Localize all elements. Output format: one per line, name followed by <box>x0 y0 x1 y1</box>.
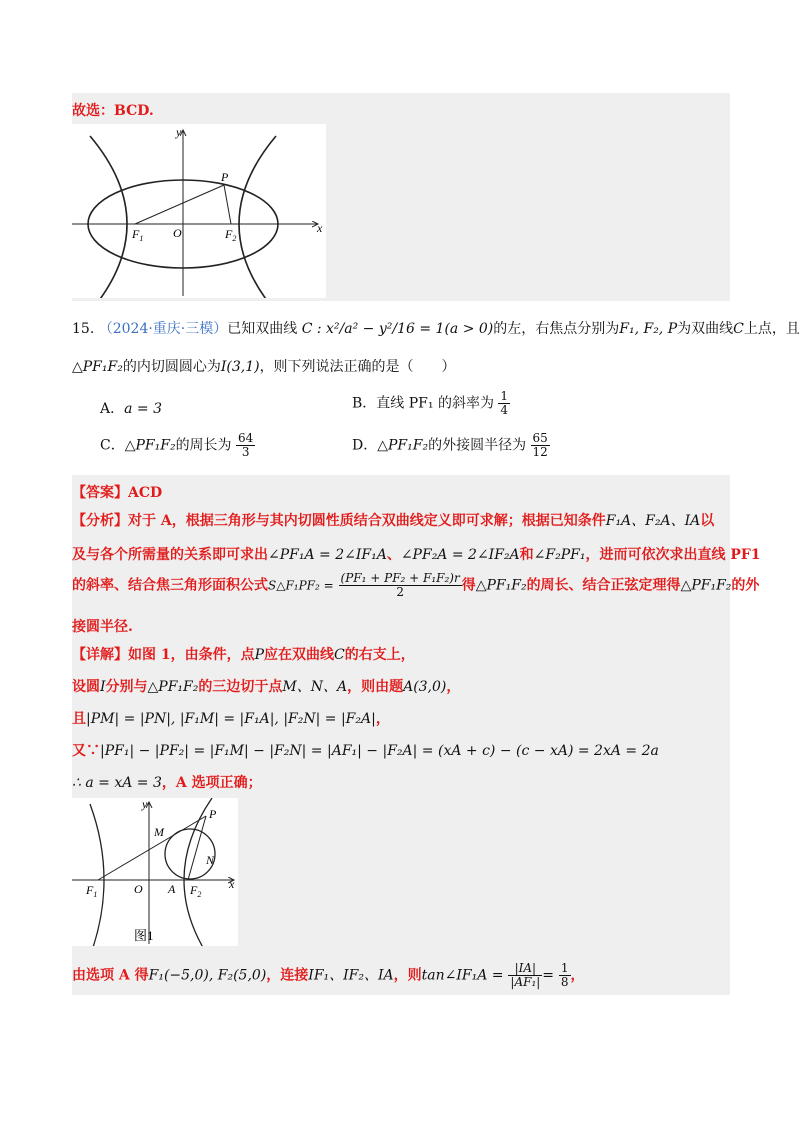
option-D-label: D． <box>352 437 378 454</box>
option-B-label: B． <box>352 395 377 412</box>
segment-PF2 <box>224 185 231 224</box>
stem-C: C <box>733 321 744 337</box>
question-source: （2024·重庆·三模） <box>98 321 228 337</box>
P-label: P <box>221 170 229 184</box>
option-B-text: 直线 PF₁ 的斜率为 <box>376 395 494 412</box>
option-C-label: C． <box>100 437 125 454</box>
segment-F1P <box>98 816 206 880</box>
detail-line-3: 且|PM| = |PN|, |F₁M| = |F₁A|, |F₂N| = |F₂A|， <box>72 711 390 727</box>
option-A-label: A． <box>100 401 125 417</box>
analysis-line-2: 及与各个所需量的关系即可求出∠PF₁A = 2∠IF₁A、∠PF₂A = 2∠IF₂A和∠F₂PF₁，进而可依次求出直线 PF1 <box>72 547 761 563</box>
tan-fraction: $\frac{|IA|}{\text{|AF₁|}}$ <box>510 961 541 989</box>
triangle: △PF₁F₂ <box>72 359 123 375</box>
N-label: N <box>206 853 215 867</box>
hyperbola-left <box>90 136 127 298</box>
option-C-text: 的周长为 <box>175 437 232 454</box>
F1-label: $F_1$ <box>132 227 144 243</box>
question-number: 15. <box>72 321 95 337</box>
detail-line-2: 设圆I分别与△PF₁F₂的三边切于点M、N、A，则由题A(3,0)， <box>72 679 461 695</box>
ellipse-hyperbola-svg <box>72 124 326 298</box>
figure-caption: 图1 <box>134 928 154 943</box>
line2-text-a: 的内切圆圆心为 <box>122 359 221 375</box>
option-C[interactable] <box>100 432 255 459</box>
x-label: x <box>229 877 235 891</box>
option-A-text: a = 3 <box>124 401 163 417</box>
option-B-fraction: $\frac{1}{4}$ <box>500 389 509 417</box>
answer-label: 【答案】ACD <box>72 485 163 501</box>
analysis-line-1: 【分析】对于 A，根据三角形与其内切圆性质结合双曲线定义即可求解；根据已知条件F₁A、F₂A、IA以 <box>72 513 715 529</box>
area-fraction: $\frac{\text{(PF₁ + PF₂ + F₁F₂)r}}{2}$ <box>340 571 460 599</box>
option-C-fraction: $\frac{64}{3}$ <box>238 431 254 459</box>
option-D-text: 的外接圆半径为 <box>428 437 527 454</box>
incenter: I(3,1) <box>220 359 260 375</box>
P-label: P <box>209 807 217 821</box>
stem-text-d: 上点，且 <box>743 321 800 337</box>
stem-text-b: 的左，右焦点分别为 <box>493 321 620 337</box>
F2-label: $F_2$ <box>190 883 202 899</box>
option-D-fraction: $\frac{65}{12}$ <box>532 431 548 459</box>
option-C-tri: △PF₁F₂ <box>124 437 176 454</box>
stem-text-a: 已知双曲线 <box>227 321 298 337</box>
option-D[interactable] <box>352 432 550 459</box>
question-line-2 <box>72 356 456 376</box>
analysis-line-3: 的斜率、结合焦三角形面积公式S△F₁PF₂ = $\frac{\text{(PF₁ + PF₂ + F₁F₂)r}}{2}$ 得△PF₁F₂的周长、结合正弦定理得△PF₁F₂的外 <box>72 571 760 599</box>
line2-text-b: ，则下列说法正确的是（ ） <box>259 359 456 375</box>
question-line-1 <box>72 318 800 338</box>
y-label: y <box>142 798 148 811</box>
figure-ellipse-hyperbola <box>72 124 326 298</box>
option-B[interactable] <box>352 390 510 417</box>
stem-foci: F₁, F₂, P <box>619 321 678 337</box>
tan-value-fraction: $\frac{1}{8}$ <box>560 961 569 989</box>
y-label: y <box>176 125 182 139</box>
O-label: O <box>134 882 143 896</box>
option-A[interactable] <box>100 398 162 418</box>
bottom-line: 由选项 A 得F₁(−5,0), F₂(5,0)，连接IF₁、IF₂、IA，则tan∠IF₁A = $\frac{|IA|}{\text{|AF₁|}}$ = $\frac{1}{8}$ ， <box>72 961 585 989</box>
hyperbola-right <box>239 136 276 298</box>
figure-1-svg <box>72 798 238 946</box>
stem-text-c: 为双曲线 <box>677 321 734 337</box>
option-D-tri: △PF₁F₂ <box>377 437 429 454</box>
figure-1 <box>72 798 238 946</box>
A-label: A <box>168 882 176 896</box>
M-label: M <box>154 825 164 839</box>
stem-equation: C : x²/a² − y²/16 = 1(a > 0) <box>301 321 494 337</box>
F2-label: $F_2$ <box>225 227 237 243</box>
hyperbola-left <box>90 804 104 946</box>
detail-line-5: ∴ a = xA = 3，A 选项正确； <box>72 775 262 791</box>
prev-answer: 故选：BCD. <box>72 103 154 119</box>
segment-PF1 <box>135 185 224 224</box>
x-label: x <box>317 221 323 235</box>
O-label: O <box>173 226 182 240</box>
F1-label: $F_1$ <box>86 883 98 899</box>
detail-line-4: 又∵|PF₁| − |PF₂| = |F₁M| − |F₂N| = |AF₁| − |F₂A| = (xA + c) − (c − xA) = 2xA = 2a <box>72 743 659 759</box>
analysis-line-4: 接圆半径. <box>72 619 133 635</box>
detail-line-1: 【详解】如图 1，由条件，点P应在双曲线C的右支上， <box>72 647 415 663</box>
